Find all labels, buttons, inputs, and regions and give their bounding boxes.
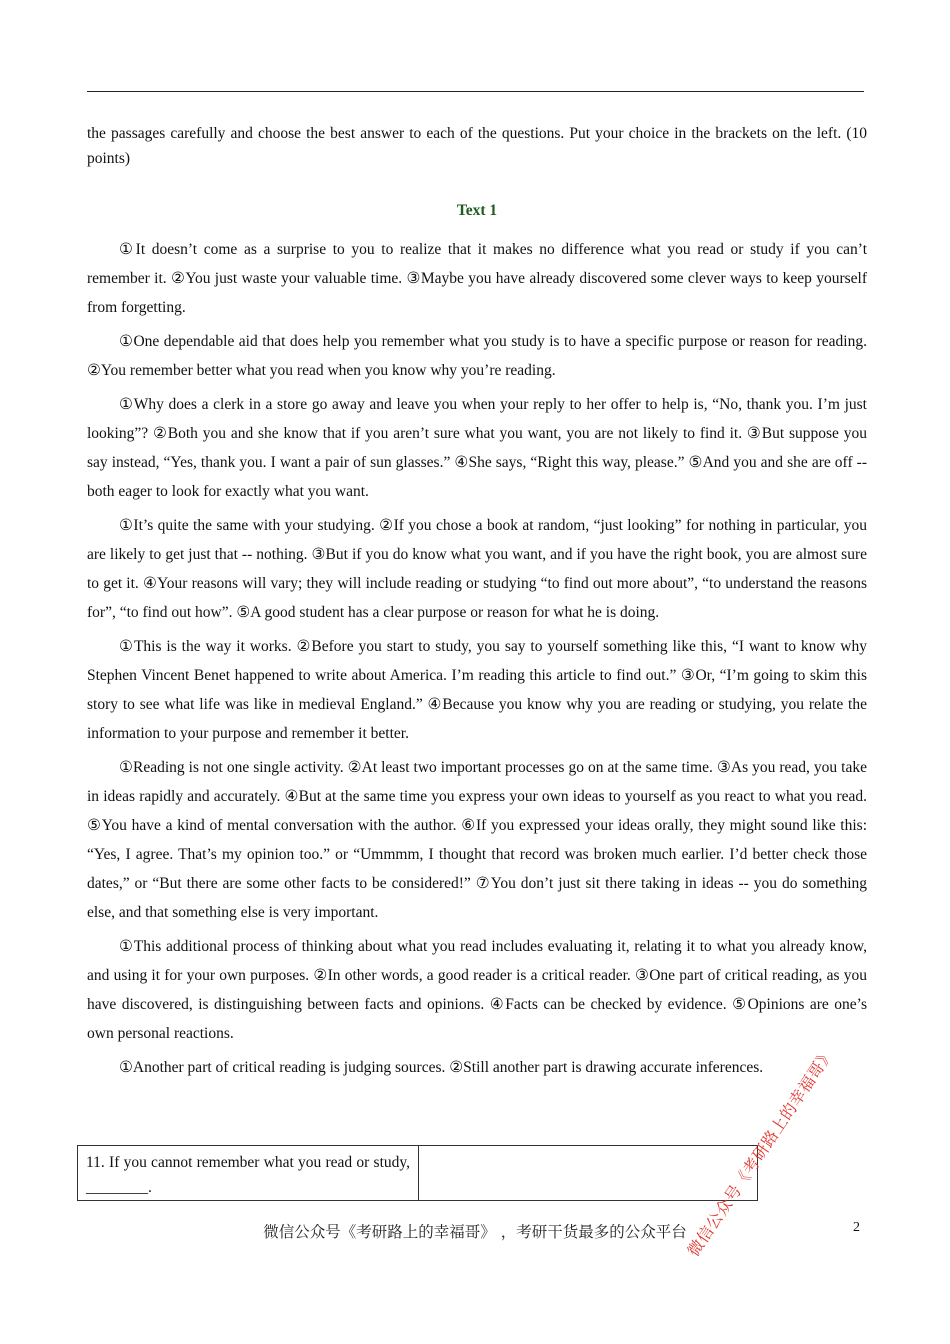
paragraph-3: ①Why does a clerk in a store go away and leave you when your reply to her offer to help is, “No, thank you. I’m just looking”? ②Both you and she know that if you aren’t sure what you want, you are not likely to find it. ③But suppose you say instead, “Yes, thank you. I want a pair of sun glasses.” ④She says, “Right this way, please.” ⑤And you and she are off -- both eager to look for exactly what you want. (87, 396, 867, 500)
watermark-stamp: 微信公众号《考研路上的幸福哥》 (683, 1044, 838, 1260)
paragraph-8: ①Another part of critical reading is judging sources. ②Still another part is drawing accurate inferences. (119, 1059, 764, 1076)
instructions-text: the passages carefully and choose the best answer to each of the questions. Put your choice in the brackets on the left. (10 points) (87, 125, 867, 167)
question-11-text: 11. If you cannot remember what you read or study, ________. (78, 1146, 419, 1201)
paragraph-5: ①This is the way it works. ②Before you start to study, you say to yourself something like this, “I want to know why Stephen Vincent Benet happened to write about America. I’m reading this article to find out.” ③Or, “I’m going to skim this story to see what life was like in medieval England.” ④Because you know why you are reading or studying, you relate the information to your purpose and remember it better. (87, 638, 867, 742)
page-number: 2 (853, 1220, 860, 1235)
question-table (77, 1145, 758, 1201)
header-rule (87, 91, 864, 92)
reading-passage (87, 235, 867, 1087)
paragraph-7: ①This additional process of thinking about what you read includes evaluating it, relating it to what you already know, and using it for your own purposes. ②In other words, a good reader is a critical reader. ③One part of critical reading, as you have discovered, is distinguishing between facts and opinions. ④Facts can be checked by evidence. ⑤Opinions are one’s own personal reactions. (87, 938, 867, 1042)
paragraph-2: ①One dependable aid that does help you remember what you study is to have a specific purpose or reason for reading. ②You remember better what you read when you know why you’re reading. (87, 333, 867, 379)
paragraph-1: ①It doesn’t come as a surprise to you to realize that it makes no difference what you read or study if you can’t remember it. ②You just waste your valuable time. ③Maybe you have already discovered some clever ways to keep yourself from forgetting. (87, 241, 867, 316)
paragraph-4: ①It’s quite the same with your studying. ②If you chose a book at random, “just looking” for nothing in particular, you are likely to get just that -- nothing. ③But if you do know what you want, and if you have the right book, you are almost sure to get it. ④Your reasons will vary; they will include reading or studying “to find out more about”, “to understand the reasons for”, “to find out how”. ⑤A good student has a clear purpose or reason for what he is doing. (87, 517, 867, 621)
table-row (78, 1146, 758, 1201)
text-title: Text 1 (456, 202, 498, 219)
question-11-answer-cell (419, 1146, 758, 1201)
paragraph-6: ①Reading is not one single activity. ②At least two important processes go on at the same time. ③As you read, you take in ideas rapidly and accurately. ④But at the same time you express your own ideas to yourself as you react to what you read. ⑤You have a kind of mental conversation with the author. ⑥If you expressed your ideas orally, they might sound like this: “Yes, I agree. That’s my opinion too.” or “Ummmm, I thought that record was broken much earlier. I’d better check those dates,” or “But there are some other facts to be considered!” ⑦You don’t just sit there taking in ideas -- you do something else, and that something else is very important. (87, 759, 867, 921)
footer-text: 微信公众号《考研路上的幸福哥》 ，考研干货最多的公众平台 (263, 1223, 687, 1241)
